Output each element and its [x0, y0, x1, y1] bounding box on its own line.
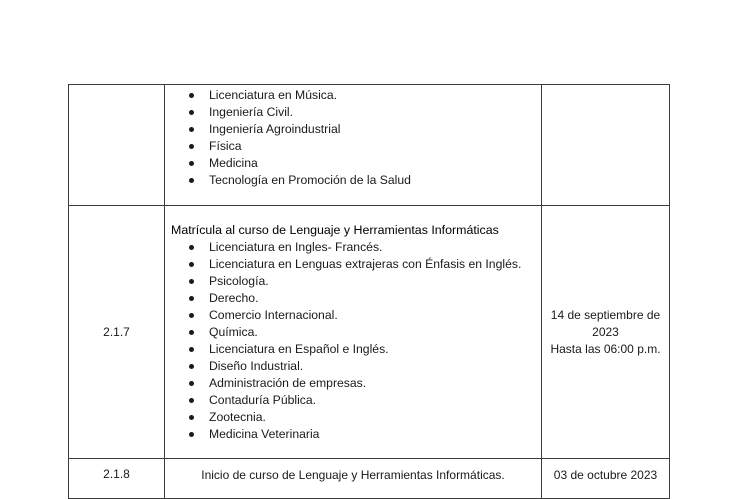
list-item: Comercio Internacional. — [165, 307, 541, 324]
program-list — [165, 239, 541, 443]
row-description: Inicio de curso de Lenguaje y Herramientas Informáticas. — [201, 468, 505, 482]
list-item: Psicología. — [165, 273, 541, 290]
date-line: 2023 — [592, 324, 619, 339]
table-row-2-1-7 — [69, 206, 670, 459]
row-number-cell — [69, 459, 165, 499]
section-heading: Matrícula al curso de Lenguaje y Herramientas Informáticas — [171, 223, 499, 237]
list-item: Tecnología en Promoción de la Salud — [165, 172, 541, 189]
list-item: Licenciatura en Español e Inglés. — [165, 341, 541, 358]
list-item: Ingeniería Agroindustrial — [165, 121, 541, 138]
list-item: Física — [165, 138, 541, 155]
list-item: Administración de empresas. — [165, 375, 541, 392]
list-item: Ingeniería Civil. — [165, 104, 541, 121]
row-number-cell — [69, 85, 165, 206]
deadline-time: Hasta las 06:00 p.m. — [550, 341, 661, 356]
description-cell — [165, 459, 542, 499]
list-item: Derecho. — [165, 290, 541, 307]
start-date: 03 de octubre 2023 — [553, 468, 658, 482]
programs-cell — [165, 85, 542, 206]
program-list — [165, 87, 541, 189]
list-item: Química. — [165, 324, 541, 341]
list-item: Licenciatura en Música. — [165, 87, 541, 104]
list-item: Medicina — [165, 155, 541, 172]
date-cell — [542, 206, 670, 459]
row-number: 2.1.8 — [103, 467, 130, 481]
list-item: Diseño Industrial. — [165, 358, 541, 375]
list-item: Licenciatura en Lenguas extrajeras con Énfasis en Inglés. — [165, 256, 541, 273]
list-item: Zootecnia. — [165, 409, 541, 426]
list-item: Medicina Veterinaria — [165, 426, 541, 443]
schedule-table — [68, 84, 670, 499]
table-row-continuation — [69, 85, 670, 206]
date-line: 14 de septiembre de — [550, 307, 661, 322]
table-row-2-1-8 — [69, 459, 670, 499]
list-item: Licenciatura en Ingles- Francés. — [165, 239, 541, 256]
list-item: Contaduría Pública. — [165, 392, 541, 409]
row-number-cell: 2.1.7 — [69, 206, 165, 459]
date-cell — [542, 459, 670, 499]
programs-cell — [165, 206, 542, 459]
date-cell — [542, 85, 670, 206]
